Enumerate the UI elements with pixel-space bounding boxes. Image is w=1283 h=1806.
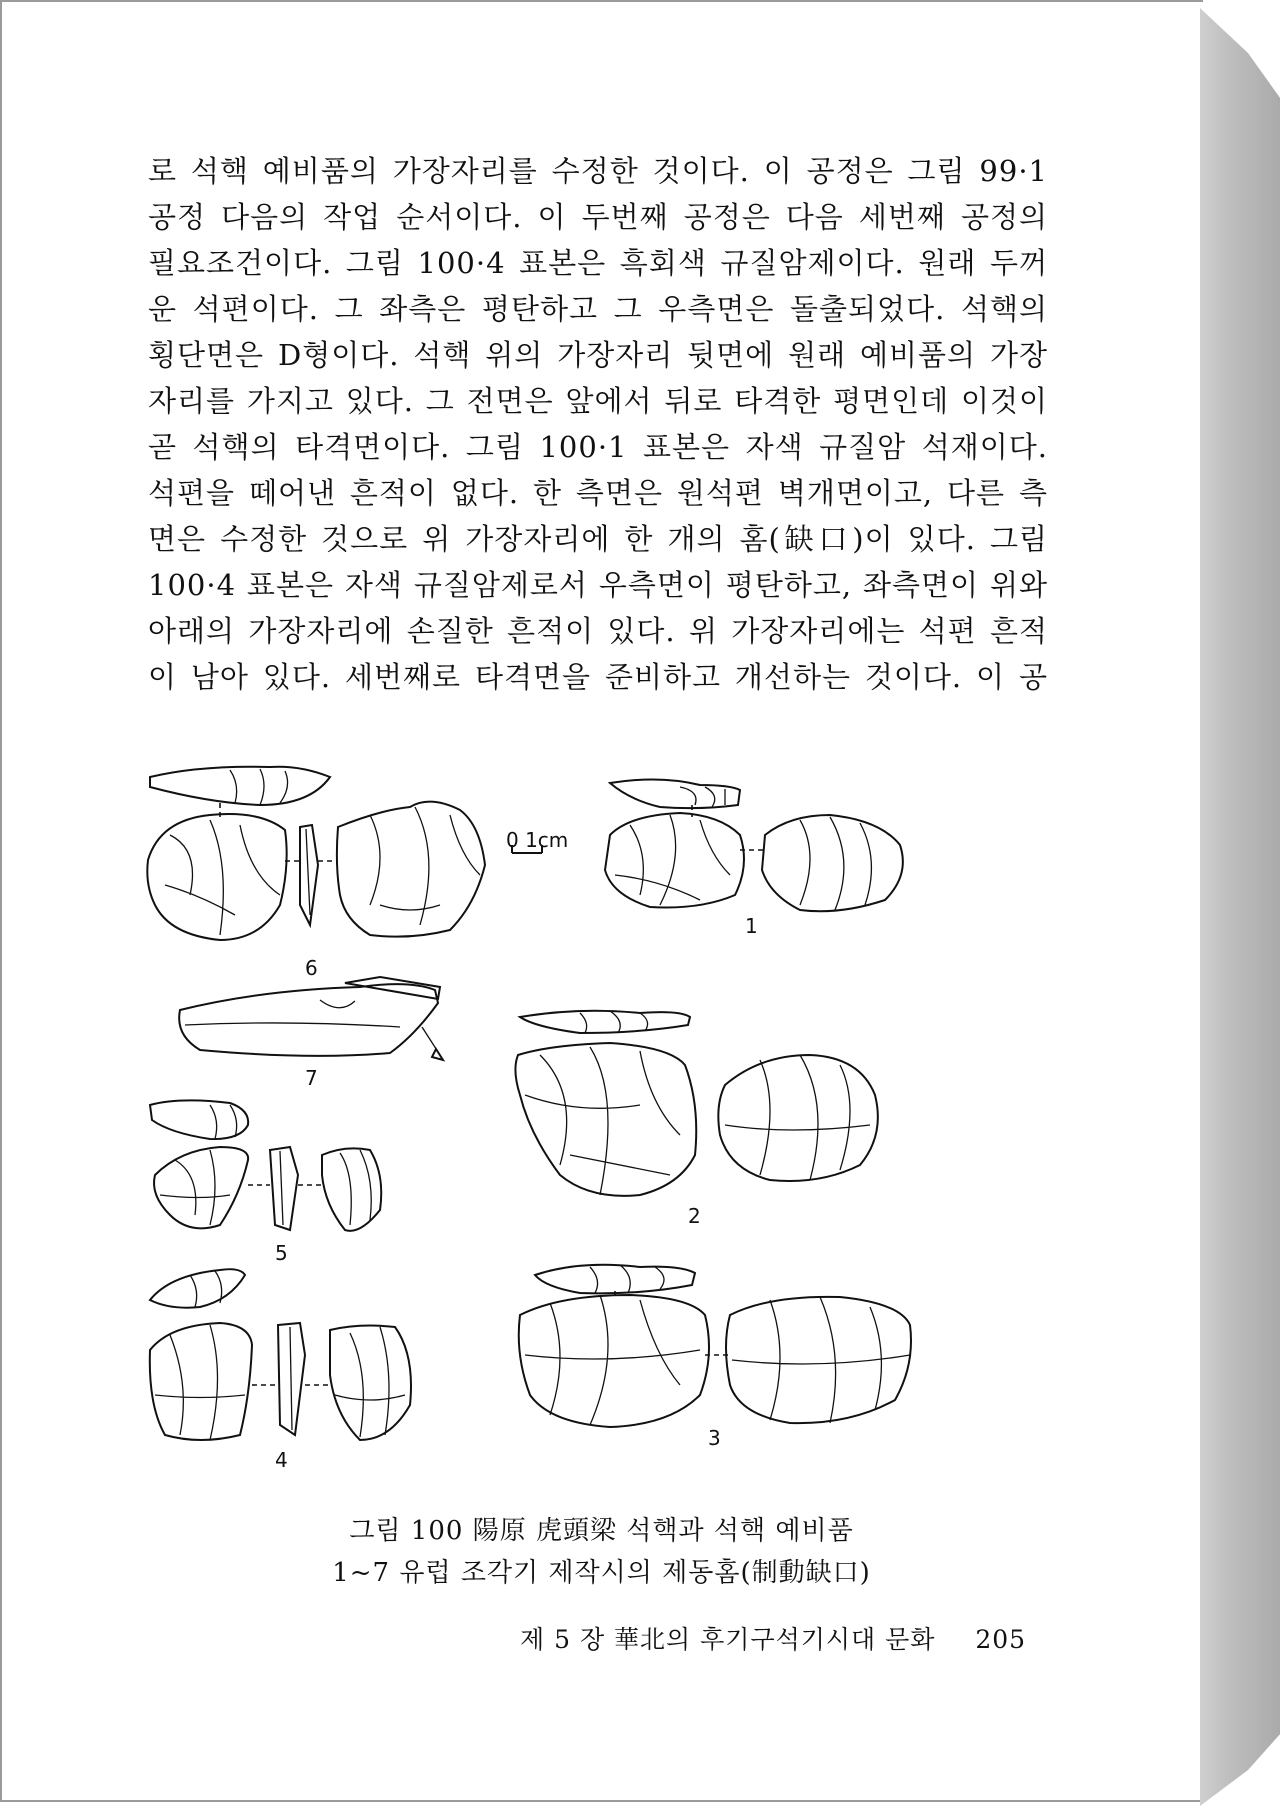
- body-text: [148, 148, 1048, 700]
- page-edge-shadow: [1200, 8, 1280, 1806]
- body-line: 로 석핵 예비품의 가장자리를 수정한 것이다. 이 공정은 그림 99·1: [148, 154, 1048, 188]
- chapter-heading: 제 5 장 華北의 후기구석기시대 문화: [520, 1625, 936, 1654]
- running-footer: [520, 1620, 1025, 1656]
- body-line: 면은 수정한 것으로 위 가장자리에 한 개의 홈(缺口)이 있다. 그림: [148, 522, 1048, 556]
- figure-label-3: 3: [708, 1426, 721, 1450]
- figure-label-7: 7: [305, 1066, 318, 1090]
- body-line: 운 석편이다. 그 좌측은 평탄하고 그 우측면은 돌출되었다. 석핵의: [148, 292, 1048, 326]
- body-line: 아래의 가장자리에 손질한 흔적이 있다. 위 가장자리에는 석편 흔적: [148, 614, 1048, 648]
- figure-label-4: 4: [275, 1448, 288, 1472]
- body-line: 횡단면은 D형이다. 석핵 위의 가장자리 뒷면에 원래 예비품의 가장: [148, 338, 1048, 372]
- scale-label: 0 1cm: [506, 828, 569, 852]
- body-line: 곧 석핵의 타격면이다. 그림 100·1 표본은 자색 규질암 석재이다.: [148, 430, 1048, 464]
- figure-label-1: 1: [745, 914, 758, 938]
- body-line: 석편을 떼어낸 흔적이 없다. 한 측면은 원석편 벽개면이고, 다른 측: [148, 476, 1048, 510]
- figure-caption-title: 그림 100 陽原 虎頭梁 석핵과 석핵 예비품: [349, 1516, 854, 1546]
- artifact-6: [147, 767, 485, 940]
- body-line: 100·4 표본은 자색 규질암제로서 우측면이 평탄하고, 좌측면이 위와: [148, 568, 1048, 602]
- scale-bar: [506, 828, 568, 853]
- artifact-4: [150, 1269, 411, 1440]
- figure-label-2: 2: [688, 1204, 701, 1228]
- figure-label-6: 6: [305, 956, 318, 980]
- artifact-7: [179, 977, 443, 1060]
- stone-tool-figure: [140, 755, 1060, 1495]
- artifact-3: [519, 1265, 911, 1427]
- figure-caption-subtitle: 1~7 유럽 조각기 제작시의 제동홈(制動缺口): [332, 1558, 871, 1588]
- body-line: 이 남아 있다. 세번째로 타격면을 준비하고 개선하는 것이다. 이 공: [148, 660, 1048, 694]
- body-line: 필요조건이다. 그림 100·4 표본은 흑회색 규질암제이다. 원래 두꺼: [148, 246, 1048, 280]
- artifact-1: [605, 779, 903, 911]
- artifact-2: [515, 1011, 877, 1196]
- artifact-5: [150, 1100, 381, 1230]
- page-number: 205: [975, 1625, 1027, 1654]
- figure-label-5: 5: [275, 1241, 288, 1265]
- body-line: 공정 다음의 작업 순서이다. 이 두번째 공정은 다음 세번째 공정의: [148, 200, 1048, 234]
- body-line: 자리를 가지고 있다. 그 전면은 앞에서 뒤로 타격한 평면인데 이것이: [148, 384, 1048, 418]
